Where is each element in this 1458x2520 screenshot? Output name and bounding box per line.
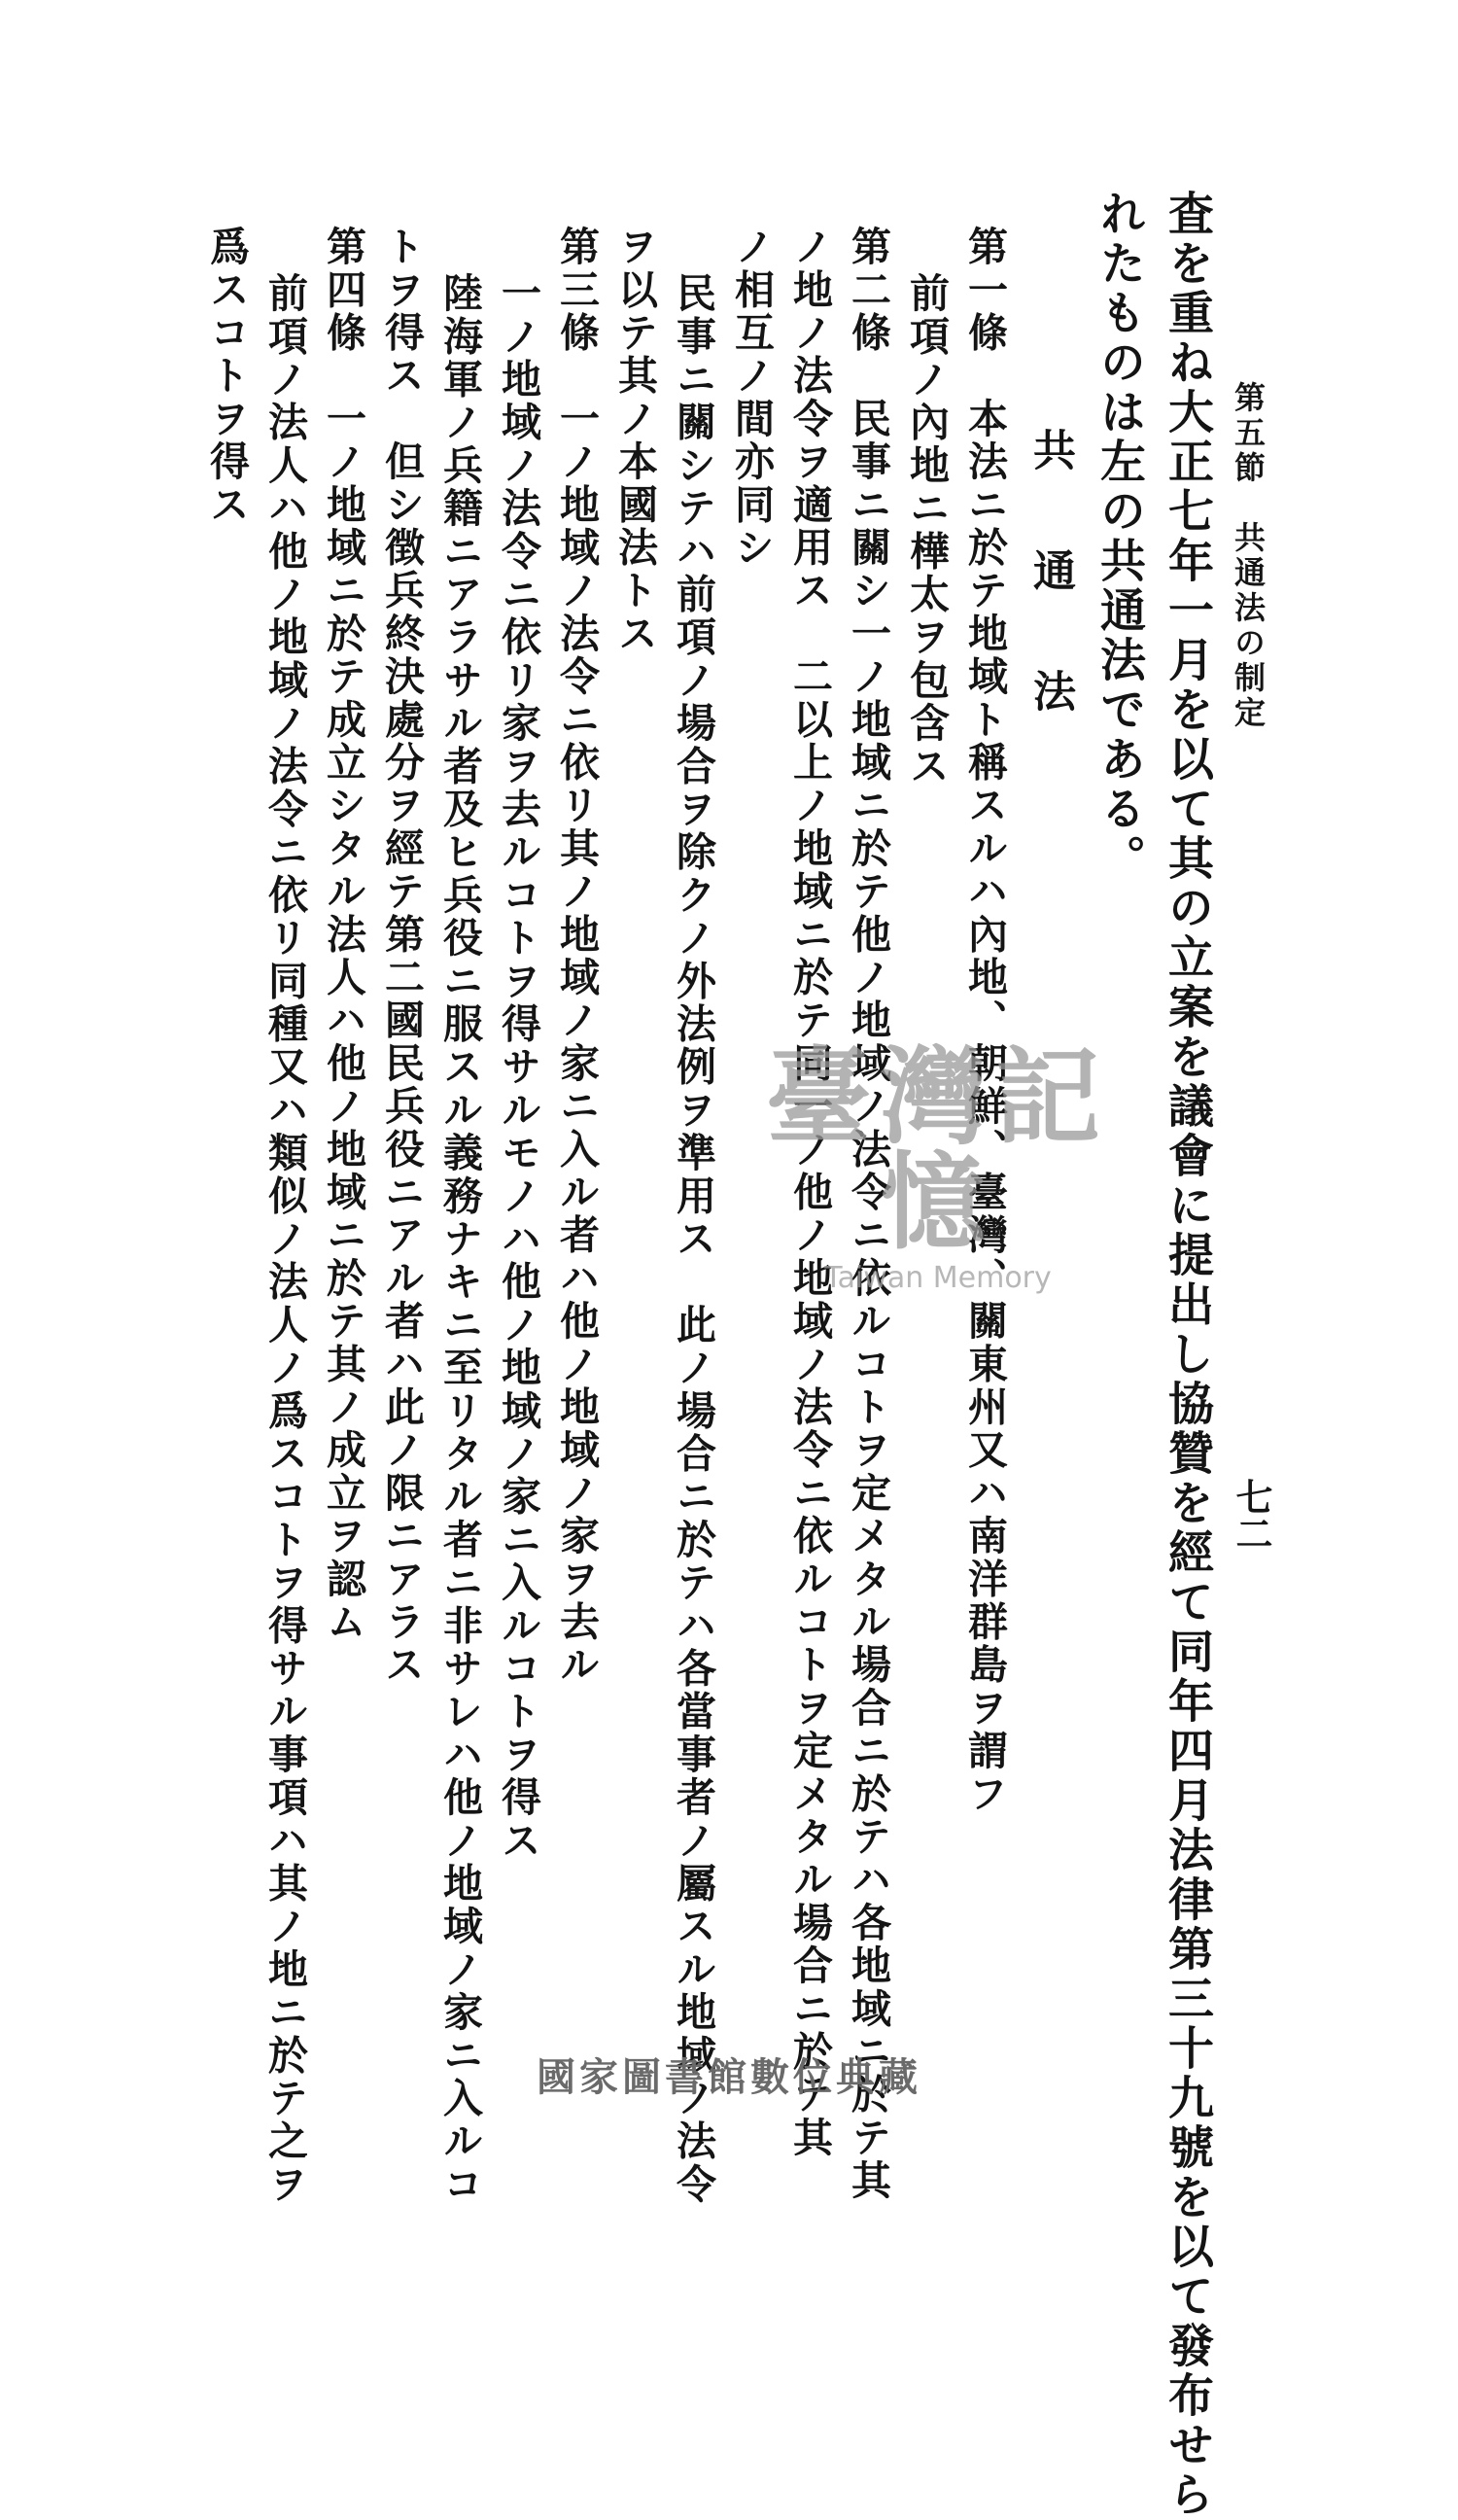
article-3-para-3-cont: トヲ得ス 但シ徴兵終決處分ヲ經テ第二國民兵役ニアル者ハ此ノ限ニアラス [378,226,425,1687]
watermark-title: 臺灣記憶 [765,1036,1110,1264]
page-number: 七二 [1230,1478,1273,1552]
intro-line-1: 査を重ね大正七年一月を以て其の立案を議會に提出し協贊を經て同年四月法律第三十九號を以て發布せら [1161,190,1214,2520]
article-3: 第三條 一ノ地域ノ法令ニ依リ其ノ地域ノ家ニ入ル者ハ他ノ地域ノ家ヲ去ル [553,226,600,1687]
article-2-cont: ノ地ノ法令ヲ適用ス 二以上ノ地域ニ於テ同一ノ他ノ地域ノ法令ニ依ルコトヲ定メタル場合ニ於テ其 [786,226,833,2159]
article-2-cont-2: ノ相互ノ間亦同シ [728,226,775,570]
article-3-para-3: 陸海軍ノ兵籍ニアラサル者及ヒ兵役ニ服スル義務ナキニ至リタル者ニ非サレハ他ノ地域ノ家ニ入ルコ [436,272,483,2206]
taiwan-memory-watermark [710,1036,1166,1295]
article-2-para-2: 民事ニ關シテハ前項ノ場合ヲ除クノ外法例ヲ準用ス 此ノ場合ニ於テハ各當事者ノ屬スル地域ノ法令 [670,272,716,2206]
article-1: 第一條 本法ニ於テ地域ト稱スルハ內地、朝鮮、臺灣、關東州又ハ南洋群島ヲ謂フ [961,226,1008,1816]
article-4-para-2-cont: 爲スコトヲ得ス [203,226,250,527]
law-title: 共 通 法 [1025,428,1075,729]
watermark-subtitle: Taiwan Memory [824,1261,1052,1295]
intro-line-2: れたものは左の共通法である。 [1093,190,1146,884]
article-4-para-2: 前項ノ法人ハ他ノ地域ノ法令ニ依リ同種又ハ類似ノ法人ノ爲スコトヲ得サル事項ハ其ノ地ニ於テ之ヲ [261,272,308,2206]
chapter-header: 第五節 共通法の制定 [1230,381,1267,731]
article-2: 第二條 民事ニ關シ一ノ地域ニ於テ他ノ地域ノ法令ニ依ルコトヲ定メタル場合ニ於テハ各地域ニ於テ其 [845,226,891,2203]
library-footer: 國家圖書館數位典藏 [537,2055,921,2100]
article-2-para-2-cont: ヲ以テ其ノ本國法トス [611,226,658,655]
article-3-para-2: 一ノ地域ノ法令ニ依リ家ヲ去ルコトヲ得サルモノハ他ノ地域ノ家ニ入ルコトヲ得ス [495,272,541,1863]
article-1-para-2: 前項ノ內地ニ樺太ヲ包含ス [903,272,950,788]
article-4: 第四條 一ノ地域ニ於テ成立シタル法人ハ他ノ地域ニ於テ其ノ成立ヲ認ム [320,226,366,1644]
